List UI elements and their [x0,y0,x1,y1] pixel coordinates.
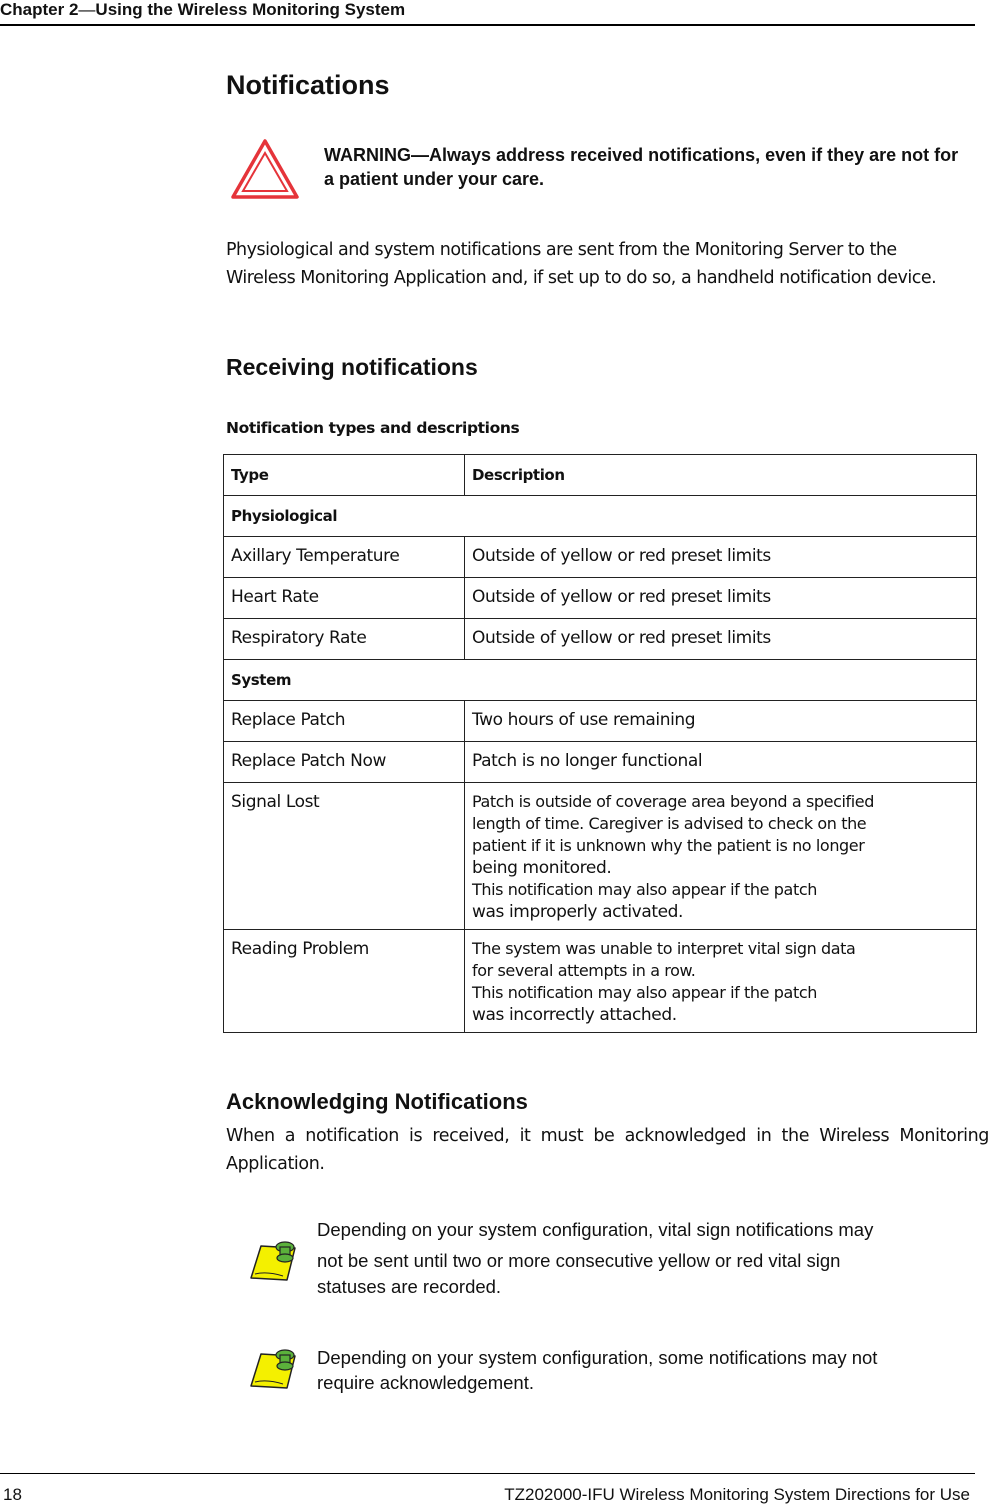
description-cell [465,930,977,1033]
type-cell: Heart Rate [224,578,465,619]
description-line: This notification may also appear if the patch [472,880,817,899]
description-cell: Patch is no longer functional [465,742,977,783]
note-2-text [317,1345,967,1395]
description-line: patient if it is unknown why the patient is no longer [472,836,865,855]
notification-table [223,454,977,1033]
note-line: Depending on your system configuration, vital sign notifications may [317,1219,874,1240]
section-row-physiological [224,496,977,537]
note-pin-icon [247,1346,303,1392]
description-line: Patch is outside of coverage area beyond a specified [472,792,874,811]
description-line: length of time. Caregiver is advised to check on the [472,814,867,833]
type-cell: Signal Lost [224,783,465,930]
table-row [224,537,977,578]
intro-paragraph: Physiological and system notifications are sent from the Monitoring Server to the Wireless Monitoring Application and, if set up to do so, a handheld notification device. [226,240,937,288]
description-line: was incorrectly attached. [472,1005,677,1025]
note-line: Depending on your system configuration, some notifications may not [317,1347,878,1368]
section-title-receiving: Receiving notifications [226,354,478,380]
type-cell: Replace Patch [224,701,465,742]
table-row [224,578,977,619]
table-header-row [224,455,977,496]
chapter-heading [0,0,405,20]
type-cell: Replace Patch Now [224,742,465,783]
note-line: statuses are recorded. [317,1276,502,1297]
acknowledge-paragraph: When a notification is received, it must be acknowledged in the Wireless Monitoring Application. [226,1126,989,1174]
note-1-text [317,1216,967,1301]
section-label-physiological: Physiological [224,496,977,537]
type-cell: Respiratory Rate [224,619,465,660]
page-number: 18 [3,1485,22,1504]
description-line: for several attempts in a row. [472,961,696,980]
description-cell: Outside of yellow or red preset limits [465,537,977,578]
column-header-type: Type [224,455,465,496]
column-header-description: Description [465,455,977,496]
table-row [224,783,977,930]
page-header [0,0,975,26]
type-cell: Axillary Temperature [224,537,465,578]
warning-message: WARNING—Always address received notifications, even if they are not for a patient under your care. [324,145,959,189]
description-line: being monitored. [472,858,612,878]
section-title-notifications: Notifications [226,70,390,100]
warning-triangle-icon [230,138,300,200]
note-pin-icon [247,1238,303,1284]
note-line: not be sent until two or more consecutive yellow or red vital sign [317,1250,841,1271]
description-line: The system was unable to interpret vital sign data [472,939,856,958]
table-row [224,742,977,783]
page-footer [0,1473,975,1502]
description-cell: Outside of yellow or red preset limits [465,619,977,660]
table-row [224,701,977,742]
description-line: This notification may also appear if the patch [472,983,817,1002]
section-label-system: System [224,660,977,701]
section-title-acknowledging: Acknowledging Notifications [226,1089,528,1114]
table-row [224,930,977,1033]
description-line: was improperly activated. [472,902,684,922]
chapter-number: Chapter 2 [0,0,79,19]
note-line: require acknowledgement. [317,1372,534,1393]
description-cell: Outside of yellow or red preset limits [465,578,977,619]
table-caption: Notification types and descriptions [226,419,520,437]
document-title: TZ202000-IFU Wireless Monitoring System Directions for Use [504,1485,970,1504]
section-row-system [224,660,977,701]
description-cell: Two hours of use remaining [465,701,977,742]
chapter-title: Using the Wireless Monitoring System [95,0,406,19]
type-cell: Reading Problem [224,930,465,1033]
description-cell [465,783,977,930]
chapter-dash: — [78,0,96,19]
table-row [224,619,977,660]
